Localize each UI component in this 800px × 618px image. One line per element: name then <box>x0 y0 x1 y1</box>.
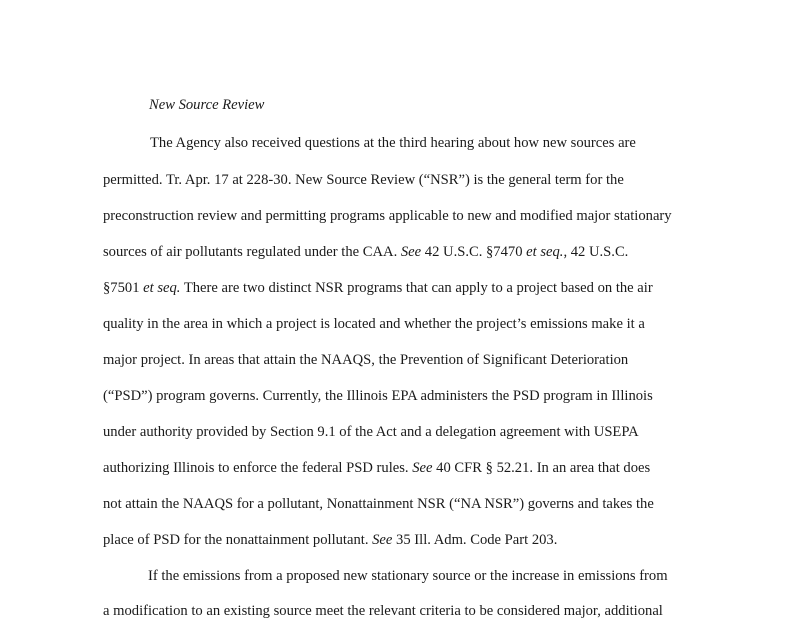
line-10-text-b: 40 CFR § 52.21. In an area that does <box>432 460 651 476</box>
line-12-text-a: place of PSD for the nonattainment pollutant. <box>103 532 373 548</box>
paragraph-1-line-5 <box>103 278 653 298</box>
paragraph-1-line-2: permitted. Tr. Apr. 17 at 228-30. New Source Review (“NSR”) is the general term for the <box>103 172 624 188</box>
paragraph-1-line-9: under authority provided by Section 9.1 of the Act and a delegation agreement with USEPA <box>103 424 639 440</box>
et-seq-citation: et seq. <box>143 280 181 296</box>
paragraph-1-line-7: major project. In areas that attain the NAAQS, the Prevention of Significant Deterioration <box>103 352 629 368</box>
see-citation-signal: See <box>400 244 422 260</box>
paragraph-2-line-2: a modification to an existing source meet the relevant criteria to be considered major, additional <box>103 603 663 618</box>
line-5-text-a: §7501 <box>103 280 144 296</box>
line-4-text-b: 42 U.S.C. §7470 <box>421 244 527 260</box>
line-4-text-c: , 42 U.S.C. <box>563 244 629 260</box>
paragraph-1-line-10 <box>103 458 650 478</box>
see-citation-signal: See <box>372 532 393 548</box>
paragraph-2-line-1: If the emissions from a proposed new stationary source or the increase in emissions from <box>148 568 668 584</box>
paragraph-1-line-1: The Agency also received questions at the third hearing about how new sources are <box>150 135 636 151</box>
line-12-text-b: 35 Ill. Adm. Code Part 203. <box>392 532 558 548</box>
paragraph-1-line-4 <box>103 242 628 262</box>
section-heading: New Source Review <box>149 97 265 113</box>
et-seq-citation: et seq. <box>526 244 564 260</box>
line-4-text-a: sources of air pollutants regulated under the CAA. <box>103 244 401 260</box>
paragraph-1-line-3: preconstruction review and permitting programs applicable to new and modified major stationary <box>103 208 672 224</box>
paragraph-1-line-11: not attain the NAAQS for a pollutant, Nonattainment NSR (“NA NSR”) governs and takes the <box>103 496 654 512</box>
paragraph-1-line-6: quality in the area in which a project is located and whether the project’s emissions make it a <box>103 316 645 332</box>
paragraph-1-line-8: (“PSD”) program governs. Currently, the Illinois EPA administers the PSD program in Illinois <box>103 388 653 404</box>
see-citation-signal: See <box>412 460 433 476</box>
paragraph-1-line-12 <box>103 530 557 550</box>
line-5-text-b: There are two distinct NSR programs that can apply to a project based on the air <box>180 280 653 296</box>
line-10-text-a: authorizing Illinois to enforce the federal PSD rules. <box>103 460 413 476</box>
